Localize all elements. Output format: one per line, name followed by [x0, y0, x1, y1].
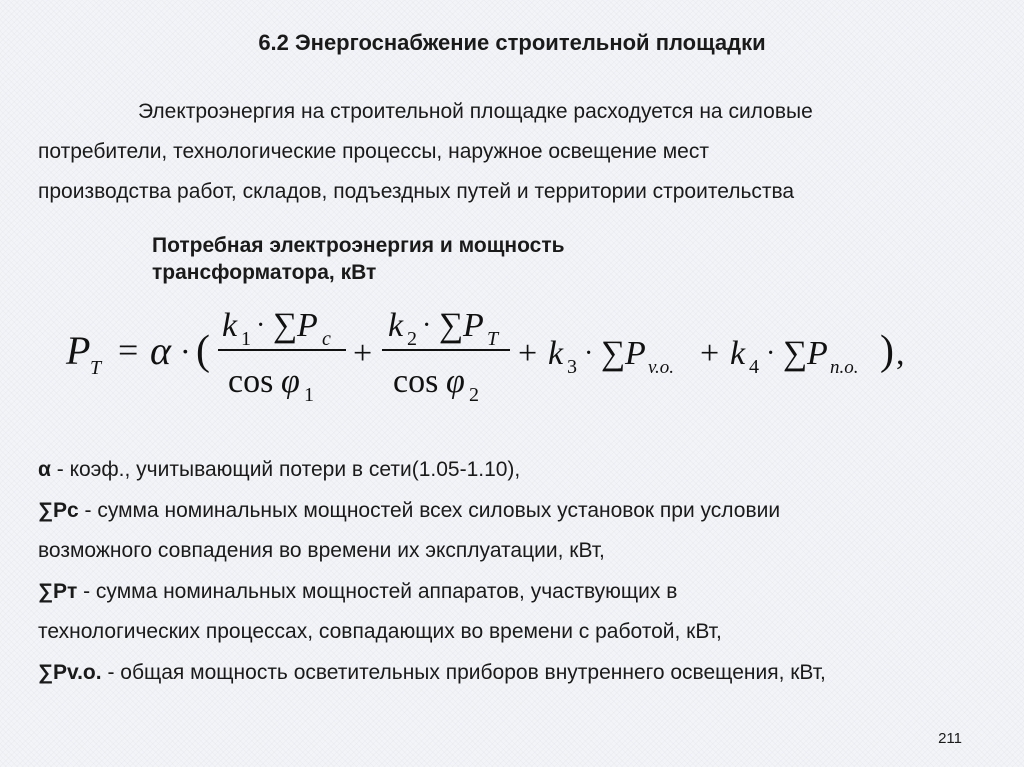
definition-symbol: ∑Pc [38, 498, 79, 522]
formula-k2-sub: 2 [407, 328, 417, 350]
intro-paragraph [38, 92, 988, 212]
definition-text: - сумма номинальных мощностей аппаратов, участвующих в [77, 579, 678, 603]
formula-lhs-sub: T [90, 357, 102, 379]
definition-line [38, 450, 1013, 491]
formula-open-paren: ( [196, 328, 210, 374]
power-formula [60, 298, 960, 408]
definition-line [38, 572, 1013, 613]
formula-comma: , [896, 335, 905, 372]
intro-line: Электроэнергия на строительной площадке расходуется на силовые [138, 100, 813, 123]
formula-PT-sub: T [487, 328, 499, 350]
formula-heading [152, 232, 565, 286]
formula-phi: φ [281, 363, 300, 400]
formula-sum: ∑ [601, 335, 626, 372]
formula-k1: k [222, 307, 238, 344]
formula-k3-sub: 3 [567, 356, 577, 378]
formula-P: P [463, 307, 484, 344]
formula-Pc-sub: c [322, 328, 331, 350]
formula-plus: + [518, 335, 538, 372]
formula-heading-line: Потребная электроэнергия и мощность [152, 234, 565, 257]
formula-equals: = [118, 330, 139, 370]
formula-P: P [297, 307, 318, 344]
formula-dot: · [256, 310, 266, 341]
page-number: 211 [938, 730, 962, 747]
formula-P: P [625, 335, 646, 372]
formula-sum: ∑ [439, 307, 464, 344]
formula-sum: ∑ [783, 335, 808, 372]
definition-symbol: ∑Pт [38, 579, 78, 603]
definition-symbol: ∑Pv.o. [38, 660, 102, 684]
formula-dot: · [422, 310, 432, 341]
formula-plus: + [353, 335, 373, 372]
formula-dot: · [584, 338, 594, 369]
formula-close-paren: ) [880, 328, 894, 374]
definition-text: технологических процессах, совпадающих во времени с работой, кВт, [38, 620, 722, 643]
formula-dot: · [180, 333, 191, 369]
formula-alpha: α [150, 328, 171, 373]
formula-heading-line: трансформатора, кВт [152, 261, 377, 284]
definition-line [38, 531, 1013, 572]
formula-k4-sub: 4 [749, 356, 759, 378]
formula-phi2-sub: 2 [469, 384, 479, 406]
definition-symbol: α [38, 458, 51, 481]
formula-cos: cos [393, 363, 439, 400]
definition-text: - коэф., учитывающий потери в сети(1.05-1.10), [50, 458, 521, 481]
definition-text: возможного совпадения во времени их эксплуатации, кВт, [38, 539, 605, 562]
definitions-list [38, 450, 1013, 693]
definition-line [38, 612, 1013, 653]
formula-plus: + [700, 335, 720, 372]
intro-line: производства работ, складов, подъездных путей и территории строительства [38, 180, 795, 203]
formula-sum: ∑ [273, 307, 298, 344]
formula-phi: φ [446, 363, 465, 400]
definition-text: - сумма номинальных мощностей всех силовых установок при условии [78, 498, 781, 522]
formula-lhs: P [66, 328, 91, 373]
formula-k1-sub: 1 [241, 328, 251, 350]
definition-text: - общая мощность осветительных приборов внутреннего освещения, кВт, [101, 660, 826, 684]
definition-line [38, 491, 1013, 532]
slide-title: 6.2 Энергоснабжение строительной площадки [258, 30, 766, 55]
formula-P: P [807, 335, 828, 372]
formula-Pno-sub: n.o. [830, 357, 859, 378]
intro-line: потребители, технологические процессы, наружное освещение мест [38, 140, 709, 163]
formula-Pvo-sub: v.o. [648, 357, 675, 378]
formula-cos: cos [228, 363, 274, 400]
formula-phi1-sub: 1 [304, 384, 314, 406]
formula-dot: · [766, 338, 776, 369]
formula-k2: k [388, 307, 404, 344]
definition-line [38, 653, 1013, 694]
formula-k3: k [548, 335, 564, 372]
formula-k4: k [730, 335, 746, 372]
